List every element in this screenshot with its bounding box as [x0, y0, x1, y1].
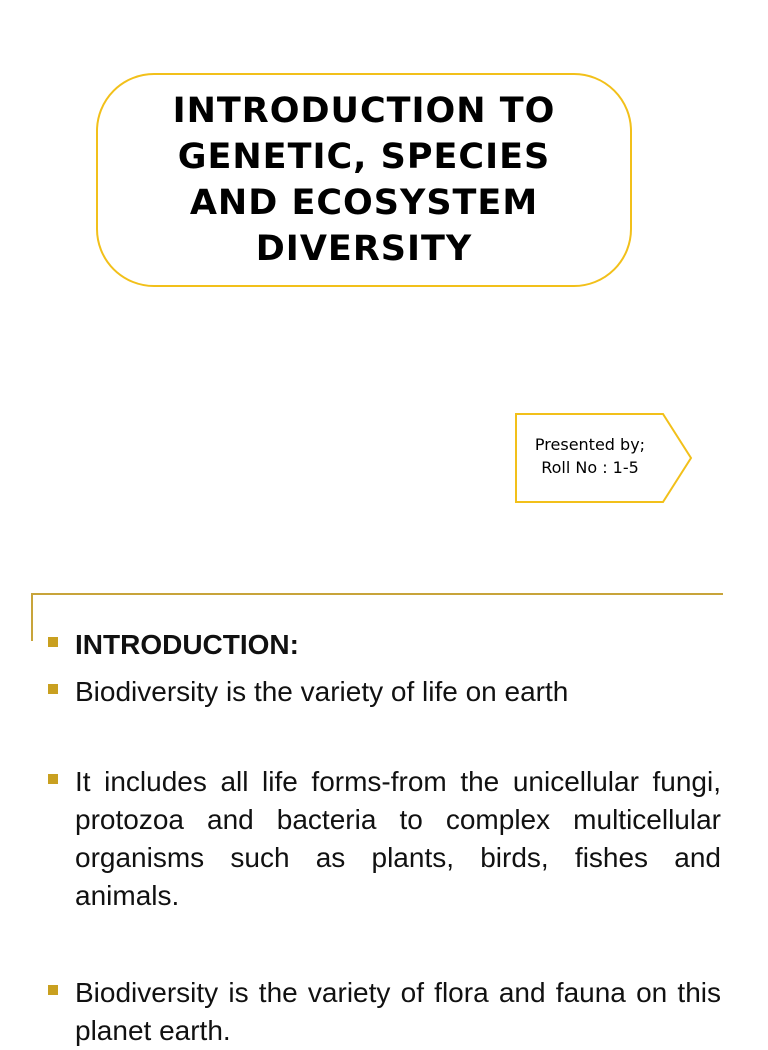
bullet-text: Biodiversity is the variety of flora and fauna on this planet earth.: [75, 977, 721, 1046]
presenter-line-1: Presented by;: [534, 435, 646, 454]
presenter-line-2: Roll No : 1-5: [541, 458, 639, 477]
slide-frame-left-border: [31, 593, 33, 641]
bullet-square-icon: [48, 985, 58, 995]
bullet-item: [48, 673, 568, 711]
bullet-text: Biodiversity is the variety of life on earth: [75, 676, 569, 707]
presenter-tag: [515, 413, 693, 503]
bullet-item: [48, 763, 721, 915]
title-box: [96, 73, 632, 287]
bullet-square-icon: [48, 684, 58, 694]
section-heading: INTRODUCTION:: [75, 629, 299, 660]
bullet-item: [48, 974, 721, 1050]
presenter-text: [515, 433, 665, 479]
bullet-item: [48, 626, 299, 664]
bullet-square-icon: [48, 637, 58, 647]
content-slide: [0, 588, 768, 1046]
slide-frame-top-border: [31, 593, 723, 595]
slide-title: INTRODUCTION TO GENETIC, SPECIES AND ECOSYSTEM DIVERSITY: [172, 91, 556, 269]
bullet-square-icon: [48, 774, 58, 784]
bullet-text: It includes all life forms-from the unicellular fungi, protozoa and bacteria to complex multicellular organisms such as plants, birds, fishes and animals.: [75, 766, 721, 911]
